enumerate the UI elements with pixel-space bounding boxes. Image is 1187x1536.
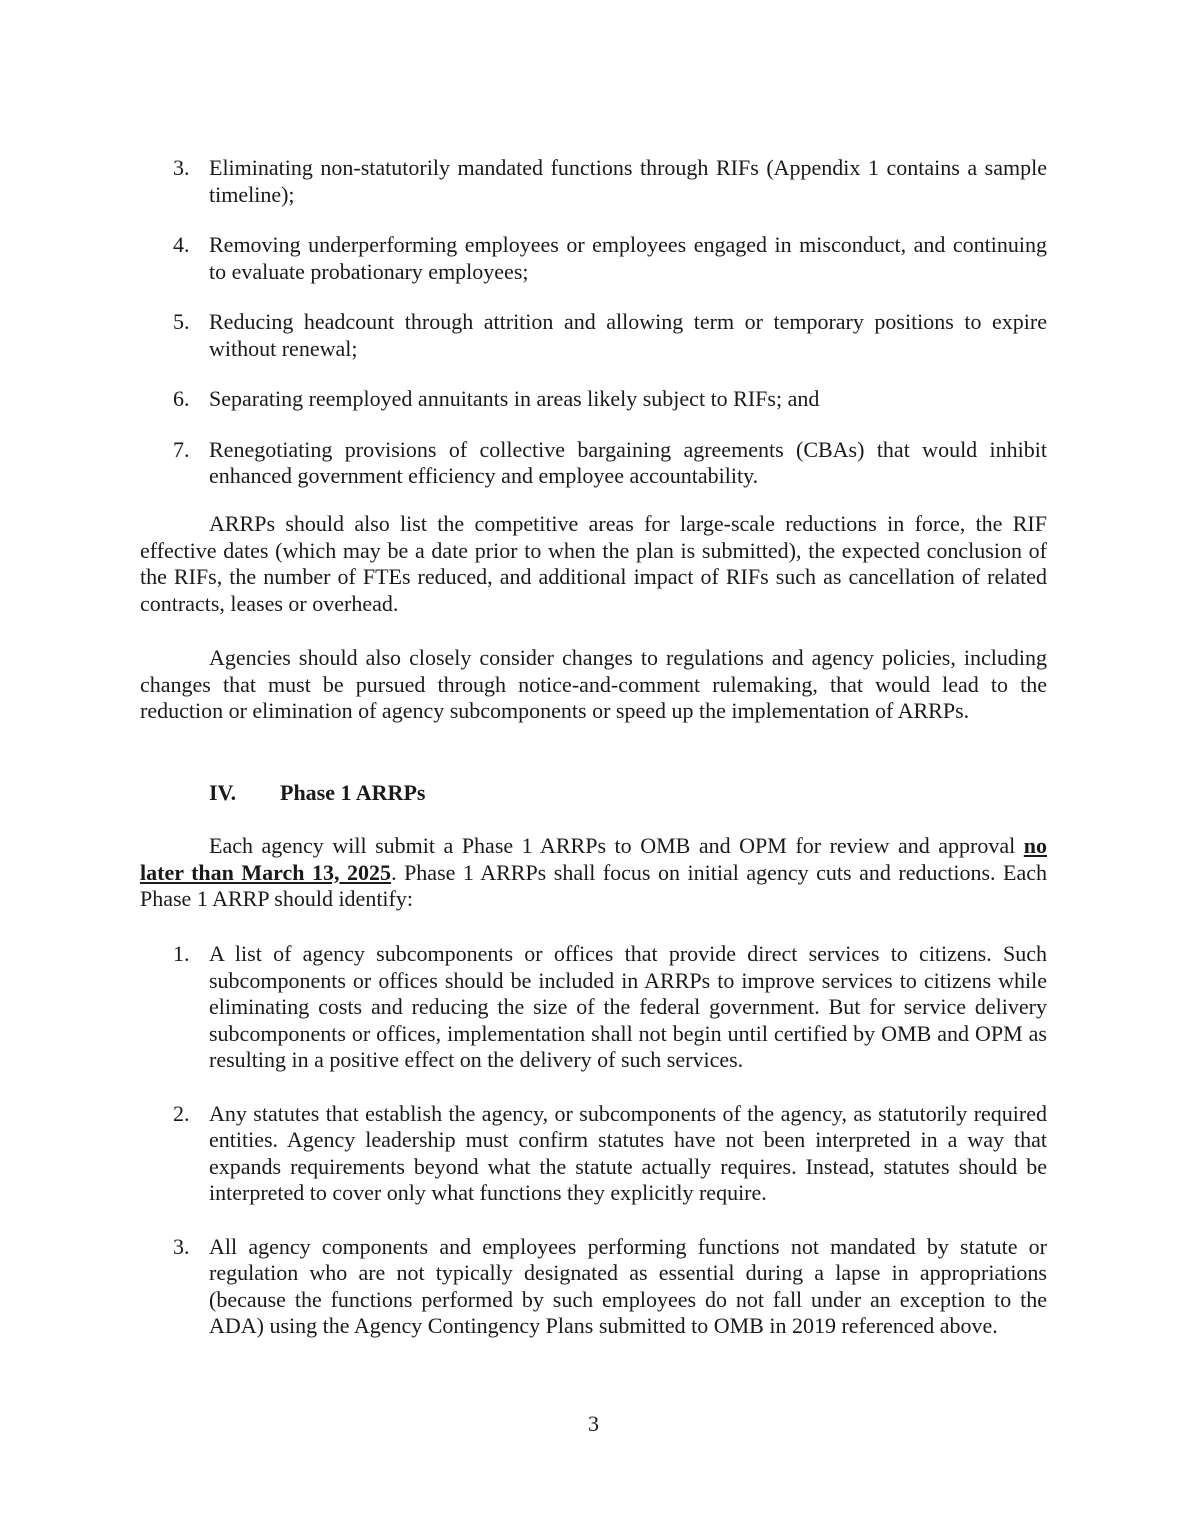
list-item-text: Any statutes that establish the agency, or subcomponents of the agency, as statutorily required entities. Agency leadership must confirm statutes have not been interpreted in a way that expands requirements beyond what the statute actually requires. Instead, statutes should be interpreted to cover only what functions they explicitly require.: [209, 1100, 1047, 1205]
list-item-number: 6.: [173, 386, 190, 411]
list-item-number: 3.: [173, 1233, 190, 1259]
list-item-text: Eliminating non-statutorily mandated functions through RIFs (Appendix 1 contains a sample timeline);: [209, 155, 1047, 207]
identify-numbered-list: [0, 941, 1187, 1340]
section-heading: [209, 780, 425, 807]
phase1-paragraph: [140, 833, 1047, 913]
section-title: Phase 1 ARRPs: [280, 780, 426, 805]
list-item-number: 5.: [173, 309, 190, 334]
list-item-number: 2.: [173, 1100, 190, 1126]
list-item: [173, 1100, 1047, 1207]
regulations-paragraph: Agencies should also closely consider changes to regulations and agency policies, including changes that must be pursued through notice-and-comment rulemaking, that would lead to the reduction or elimination of agency subcomponents or speed up the implementation of ARRPs.: [140, 645, 1047, 723]
list-item-text: Separating reemployed annuitants in areas likely subject to RIFs; and: [209, 386, 820, 411]
phase1-text-after: . Phase 1 ARRPs shall focus on initial agency cuts and reductions. Each Phase 1 ARRP should identify:: [140, 859, 1048, 911]
section-number: IV.: [209, 780, 237, 805]
page-number: 3: [588, 1411, 599, 1436]
deadline-date: no later than March 13, 2025: [140, 833, 1047, 885]
list-item-text: Removing underperforming employees or employees engaged in misconduct, and continuing to evaluate probationary employees;: [209, 232, 1047, 284]
list-item: [173, 309, 1047, 362]
list-item-text: Renegotiating provisions of collective bargaining agreements (CBAs) that would inhibit enhanced government efficiency and employee accountability.: [209, 436, 1047, 488]
list-item-number: 7.: [173, 436, 190, 462]
list-item: [173, 386, 1047, 413]
list-item-text: All agency components and employees performing functions not mandated by statute or regulation who are not typically designated as essential during a lapse in appropriations (because the functions performed by such employees do not fall under an exception to the ADA) using the Agency Contingency Plans submitted to OMB in 2019 referenced above.: [209, 1233, 1047, 1338]
list-item-number: 4.: [173, 232, 190, 257]
list-item: [173, 232, 1047, 285]
list-item: [173, 1233, 1047, 1340]
rif-paragraph: ARRPs should also list the competitive areas for large-scale reductions in force, the RIF effective dates (which may be a date prior to when the plan is submitted), the expected conclusion of the RIFs, the number of FTEs reduced, and additional impact of RIFs such as cancellation of related contracts, leases or overhead.: [140, 511, 1047, 616]
list-item-number: 1.: [173, 941, 190, 966]
list-item-text: A list of agency subcomponents or offices that provide direct services to citizens. Such subcomponents or offices should be included in ARRPs to improve services to citizens while eliminating costs and reducing the size of the federal government. But for service delivery subcomponents or offices, implementation shall not begin until certified by OMB and OPM as resulting in a positive effect on the delivery of such services.: [209, 941, 1047, 1072]
continued-numbered-list: [0, 155, 1187, 490]
list-item: [173, 436, 1047, 490]
list-item-number: 3.: [173, 155, 190, 180]
list-item: [173, 155, 1047, 208]
phase1-text-before: Each agency will submit a Phase 1 ARRPs to OMB and OPM for review and approval: [209, 833, 1024, 858]
list-item-text: Reducing headcount through attrition and allowing term or temporary positions to expire without renewal;: [209, 309, 1047, 361]
list-item: [173, 941, 1047, 1074]
